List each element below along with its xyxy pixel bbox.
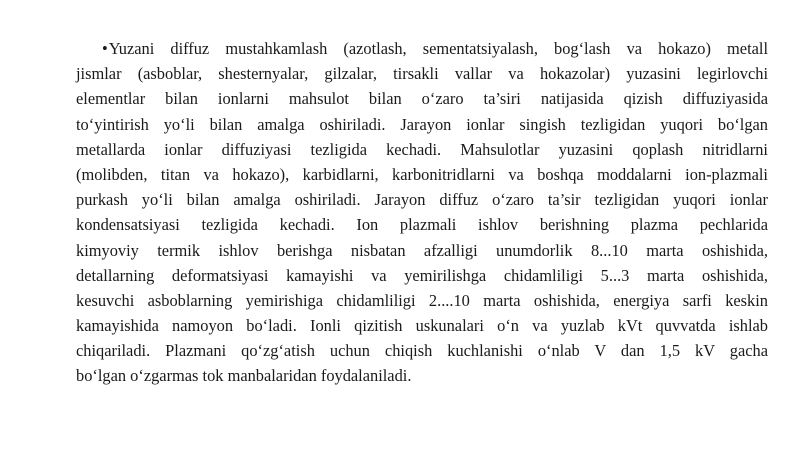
paragraph-line: metallarda ionlar diffuziyasi tezligida kechadi. Mahsulotlar yuzasini qoplash nitridlarni	[76, 139, 768, 159]
paragraph-line: to‘yintirish yo‘li bilan amalga oshiriladi. Jarayon ionlar singish tezligidan yuqori bo‘lgan	[76, 114, 768, 134]
paragraph-line: kondensatsiyasi tezligida kechadi. Ion plazmali ishlov berishning plazma pechlarida	[76, 215, 768, 235]
paragraph-line: detallarning deformatsiyasi kamayishi va yemirilishga chidamliligi 5...3 marta oshishida,	[76, 265, 768, 285]
paragraph-line: purkash yo‘li bilan amalga oshiriladi. Jarayon diffuz o‘zaro ta’sir tezligidan yuqori ionlar	[76, 190, 768, 210]
paragraph-line: chiqariladi. Plazmani qo‘zg‘atish uchun chiqish kuchlanishi o‘nlab V dan 1,5 kV gacha	[76, 341, 768, 361]
paragraph-line: bo‘lgan o‘zgarmas tok manbalaridan foydalaniladi.	[76, 366, 412, 386]
paragraph-line: elementlar bilan ionlarni mahsulot bilan o‘zaro ta’siri natijasida qizish diffuziyasida	[76, 89, 768, 109]
paragraph	[76, 36, 768, 389]
paragraph-line: kesuvchi asboblarning yemirishiga chidamliligi 2....10 marta oshishida, energiya sarfi keskin	[76, 290, 768, 310]
paragraph-line: jismlar (asboblar, shesternyalar, gilzalar, tirsakli vallar va hokazolar) yuzasini legirlovchi	[76, 64, 768, 84]
bullet: •	[102, 39, 108, 58]
paragraph-line	[76, 36, 768, 61]
paragraph-line: (molibden, titan va hokazo), karbidlarni, karbonitridlarni va boshqa moddalarni ion-plazmali	[76, 164, 768, 184]
paragraph-line: kimyoviy termik ishlov berishga nisbatan afzalligi unumdorlik 8...10 marta oshishida,	[76, 240, 768, 260]
paragraph-line-text: Yuzani diffuz mustahkamlash (azotlash, sementatsiyalash, bog‘lash va hokazo) metall	[108, 39, 768, 58]
paragraph-line: kamayishida namoyon bo‘ladi. Ionli qizitish uskunalari o‘n va yuzlab kVt quvvatda ishlab	[76, 316, 768, 336]
